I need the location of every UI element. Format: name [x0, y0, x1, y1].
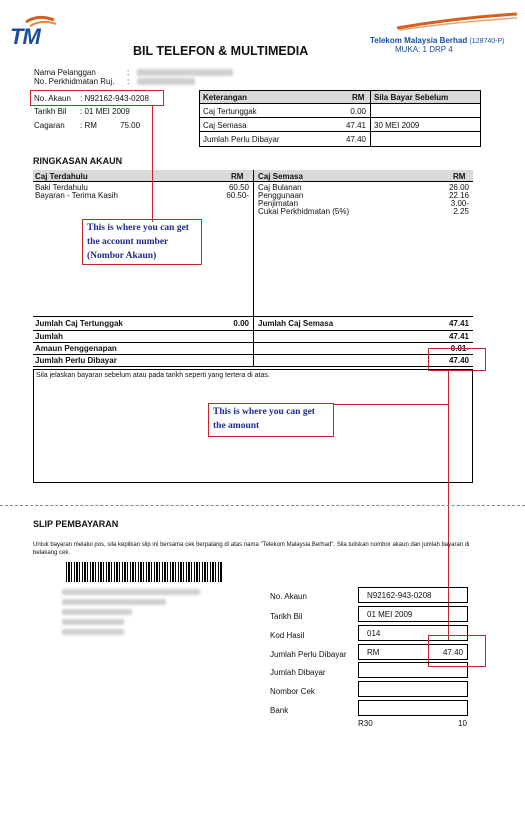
bill-date-value: : 01 MEI 2009: [80, 107, 130, 116]
summary-table: [199, 90, 481, 147]
slip-field-label: Jumlah Perlu Dibayar: [270, 650, 347, 659]
penggenapan-label: Amaun Penggenapan: [35, 344, 117, 353]
perlu-dibayar-value: 47.40: [448, 356, 469, 365]
barcode: [66, 562, 222, 582]
slip-field-label: Jumlah Dibayar: [270, 668, 326, 677]
table-cell: 47.40: [345, 135, 366, 144]
list-item: Penggunaan: [258, 191, 304, 200]
list-item-value: 22.16: [448, 191, 469, 200]
list-item-value: 60.50: [228, 183, 249, 192]
list-item-value: 3.00-: [450, 199, 469, 208]
deposit-value: 75.00: [120, 121, 141, 130]
caj-semasa-rm: RM: [453, 172, 466, 181]
penggenapan-value: 0.01-: [450, 344, 469, 353]
account-number-label: No. Akaun: [34, 94, 71, 103]
amount-annotation-connector-h: [333, 404, 448, 405]
customer-name-redacted: [137, 69, 233, 76]
list-item: Cukai Perkhidmatan (5%): [258, 207, 350, 216]
perlu-dibayar-label: Jumlah Perlu Dibayar: [35, 356, 117, 365]
total-semasa-label: Jumlah Caj Semasa: [258, 319, 334, 328]
slip-kod-value: 014: [367, 629, 381, 638]
header-swoosh: [395, 10, 520, 32]
list-item-value: 60.50-: [226, 191, 249, 200]
ringkasan-panel: [33, 170, 473, 366]
tear-line: [0, 505, 525, 506]
deposit-label: Cagaran: [34, 121, 65, 130]
service-ref-redacted: [137, 78, 195, 85]
slip-amount-currency: RM: [367, 648, 380, 657]
slip-amount-value: 47.40: [442, 648, 463, 657]
table-row: Caj Tertunggak: [203, 107, 257, 116]
total-semasa-value: 47.41: [448, 319, 469, 328]
company-name: Telekom Malaysia Berhad (128740-P): [370, 36, 505, 45]
address-redacted-5: [62, 629, 124, 635]
amount-note-box: [208, 403, 334, 437]
slip-field-label: Tarikh Bil: [270, 612, 303, 621]
table-row: Jumlah Perlu Dibayar: [203, 135, 280, 144]
slip-field-label: Kod Hasil: [270, 631, 305, 640]
tm-logo: [8, 12, 68, 52]
amount-note-line-1: This is where you can get: [213, 407, 315, 417]
table-row: Caj Semasa: [203, 121, 247, 130]
amount-note-line-2: the amount: [213, 421, 260, 431]
slip-account-value: N92162-943-0208: [367, 591, 432, 600]
page-number: MUKA: 1 DRP 4: [395, 45, 453, 54]
summary-col-due: Sila Bayar Sebelum: [374, 93, 449, 102]
slip-instruction: Untuk bayaran melalui pos, sila kepilkan slip ini bersama cek berpalang di atas nama "Telekom Malaysia Berhad". Sila tuliskan nombor akaun dan jumlah bayaran di belakang cek.: [33, 542, 470, 556]
caj-semasa-header: Caj Semasa: [258, 172, 303, 181]
table-cell: 47.41: [345, 121, 366, 130]
account-number-value: : N92162-943-0208: [80, 94, 149, 103]
total-tertunggak-value: 0.00: [233, 319, 249, 328]
list-item-value: 26.00: [448, 183, 469, 192]
jumlah-label: Jumlah: [35, 332, 64, 341]
slip-date-box: [358, 606, 468, 622]
page-title: BIL TELEFON & MULTIMEDIA: [133, 44, 309, 58]
account-note-line-1: This is where you can get: [87, 223, 189, 233]
slip-account-box: [358, 587, 468, 603]
list-item: Penjimatan: [258, 199, 299, 208]
summary-col-rm: RM: [352, 93, 365, 102]
cheque-number-input[interactable]: [358, 681, 468, 697]
customer-name-label: Nama Pelanggan: [34, 68, 96, 77]
account-note-box: [82, 219, 202, 265]
amount-paid-input[interactable]: [358, 662, 468, 678]
amount-highlight: [428, 348, 486, 371]
slip-footer-right: 10: [458, 719, 467, 728]
table-cell: 0.00: [350, 107, 366, 116]
table-cell: 30 MEI 2009: [374, 121, 420, 130]
account-annotation-connector: [152, 106, 153, 222]
account-note-line-2: the account number: [87, 237, 169, 247]
caj-terdahulu-rm: RM: [231, 172, 244, 181]
slip-field-label: Nombor Cek: [270, 687, 315, 696]
list-item-value: 2.25: [453, 207, 469, 216]
address-redacted-3: [62, 609, 132, 615]
slip-footer-left: R30: [358, 719, 373, 728]
bill-date-label: Tarikh Bil: [34, 107, 67, 116]
list-item: Baki Terdahulu: [35, 183, 88, 192]
slip-field-label: No. Akaun: [270, 592, 307, 601]
address-redacted-4: [62, 619, 124, 625]
list-item: Caj Bulanan: [258, 183, 302, 192]
service-ref-colon: :: [127, 77, 130, 86]
ringkasan-title: RINGKASAN AKAUN: [33, 156, 123, 166]
notice-text: Sila jelaskan bayaran sebelum atau pada tarikh seperti yang tertera di atas.: [36, 372, 270, 379]
total-tertunggak-label: Jumlah Caj Tertunggak: [35, 319, 123, 328]
customer-name-colon: :: [127, 68, 130, 77]
logo-text: TM: [10, 24, 40, 49]
list-item: Bayaran - Terima Kasih: [35, 191, 118, 200]
bank-input[interactable]: [358, 700, 468, 716]
slip-date-value: 01 MEI 2009: [367, 610, 413, 619]
service-ref-label: No. Perkhidmatan Ruj.: [34, 77, 115, 86]
deposit-currency: : RM: [80, 121, 97, 130]
caj-terdahulu-header: Caj Terdahulu: [35, 172, 88, 181]
jumlah-value: 47.41: [448, 332, 469, 341]
address-redacted-2: [62, 599, 166, 605]
account-note-line-3: (Nombor Akaun): [87, 251, 157, 261]
slip-title: SLIP PEMBAYARAN: [33, 519, 119, 529]
slip-field-label: Bank: [270, 706, 289, 715]
summary-col-keterangan: Keterangan: [203, 93, 248, 102]
address-redacted-1: [62, 589, 200, 595]
